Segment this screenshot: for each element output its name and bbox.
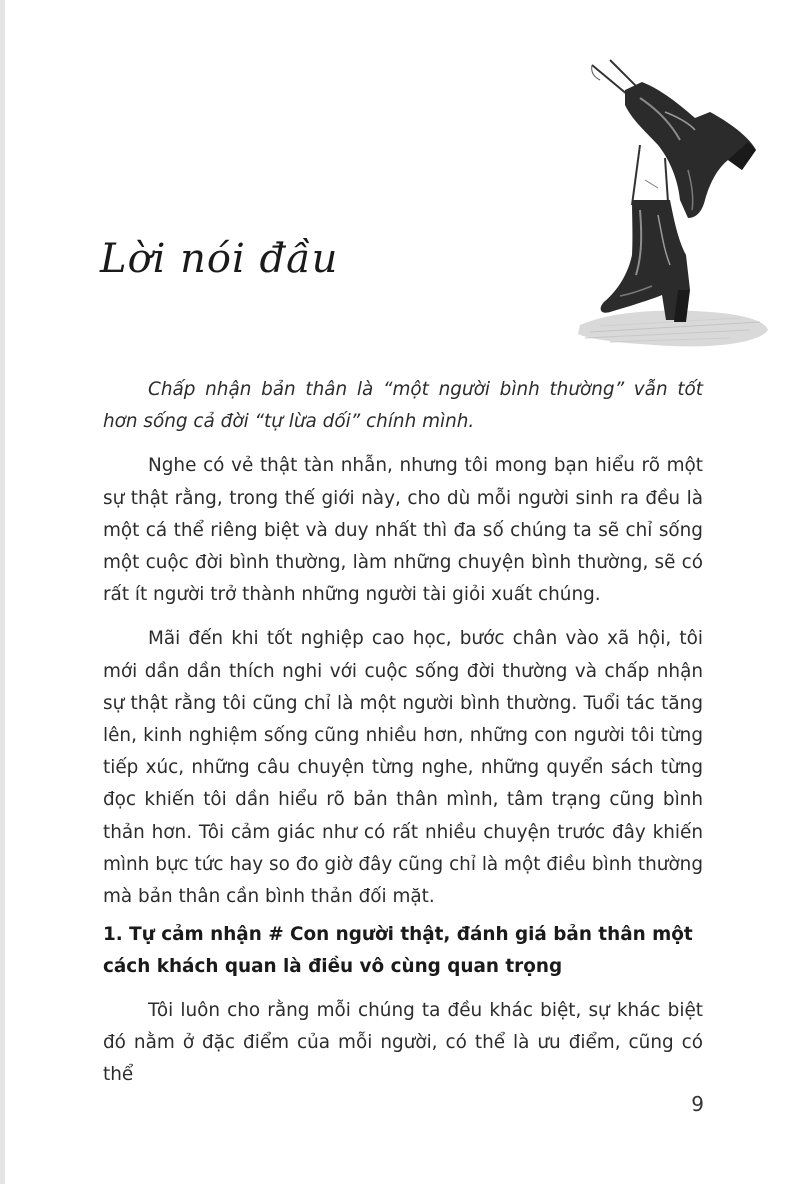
ankle-boots-illustration: [570, 50, 770, 360]
page-number: 9: [691, 1092, 704, 1116]
paragraph: Tôi luôn cho rằng mỗi chúng ta đều khác biệt, sự khác biệt đó nằm ở đặc điểm của mỗi người, có thể là ưu điểm, cũng có thể: [103, 1000, 703, 1086]
standing-leg: [632, 145, 668, 205]
body-text: [103, 374, 703, 913]
page-edge: [0, 0, 5, 1184]
standing-boot: [601, 200, 690, 322]
chapter-title: Lời nói đầu: [100, 236, 339, 282]
paragraph: Nghe có vẻ thật tàn nhẫn, nhưng tôi mong bạn hiểu rõ một sự thật rằng, trong thế giới này, cho dù mỗi người sinh ra đều là một cá thể riêng biệt và duy nhất thì đa số chúng ta sẽ chỉ sống một cuộc đời bình thường, làm những chuyện bình thường, sẽ có rất ít người trở thành những người tài giỏi xuất chúng.: [103, 455, 703, 606]
section-heading: 1. Tự cảm nhận # Con người thật, đánh giá bản thân một cách khách quan là điều vô cùng quan trọng: [103, 924, 693, 978]
section-body: [103, 995, 703, 1092]
paragraph: Mãi đến khi tốt nghiệp cao học, bước chân vào xã hội, tôi mới dần dần thích nghi với cuộc sống đời thường và chấp nhận sự thật rằng tôi cũng chỉ là một người bình thường. Tuổi tác tăng lên, kinh nghiệm sống cũng nhiều hơn, những con người tôi từng tiếp xúc, những câu chuyện từng nghe, những quyển sách từng đọc khiến tôi dần hiểu rõ bản thân mình, tâm trạng cũng bình thản hơn. Tôi cảm giác như có rất nhiều chuyện trước đây khiến mình bực tức hay so đo giờ đây cũng chỉ là một điều bình thường mà bản thân cần bình thản đối mặt.: [103, 628, 703, 908]
raised-boot: [625, 82, 756, 218]
intro-paragraph: Chấp nhận bản thân là “một người bình thường” vẫn tốt hơn sống cả đời “tự lừa dối” chính mình.: [103, 379, 703, 433]
